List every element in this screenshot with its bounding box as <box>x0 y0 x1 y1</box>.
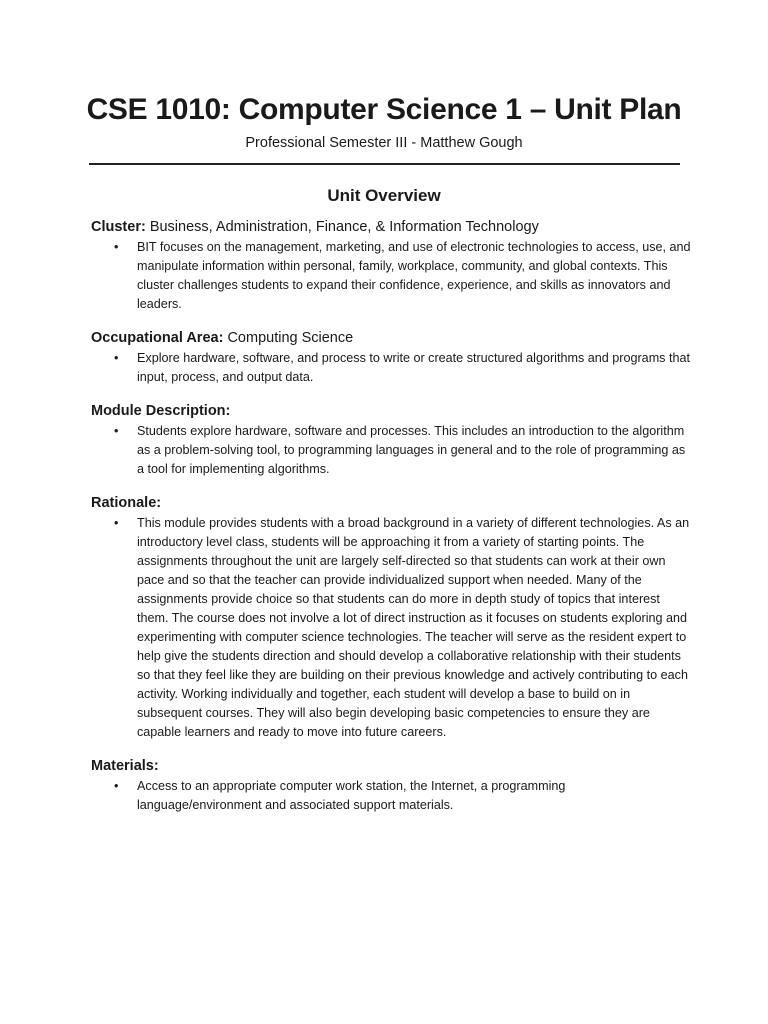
bullet-icon: • <box>114 779 119 793</box>
materials-bullet <box>91 777 691 815</box>
bullet-icon: • <box>114 424 119 438</box>
document-title: CSE 1010: Computer Science 1 – Unit Plan <box>86 93 682 126</box>
cluster-label: Cluster: <box>91 219 146 235</box>
document-subtitle: Professional Semester III - Matthew Gough <box>245 135 523 151</box>
module-description-bullet-text: Students explore hardware, software and processes. This includes an introduction to the algorithm as a problem-solving tool, to programming languages in general and to the role of programming as a tool for implementing algorithms. <box>137 424 686 476</box>
occupational-area-bullet-text: Explore hardware, software, and process to write or create structured algorithms and programs that input, process, and output data. <box>137 351 690 384</box>
cluster-bullet <box>91 238 691 314</box>
occupational-area-bullet <box>91 349 691 387</box>
bullet-icon: • <box>114 516 119 530</box>
occupational-area-label: Occupational Area: <box>91 330 224 346</box>
occupational-area-heading <box>91 328 691 348</box>
occupational-area-section <box>91 328 691 387</box>
module-description-section <box>91 401 691 479</box>
rationale-label: Rationale: <box>91 495 162 511</box>
module-description-label: Module Description: <box>91 403 231 419</box>
module-description-heading <box>91 401 691 421</box>
materials-bullet-text: Access to an appropriate computer work station, the Internet, a programming language/environment and associated support materials. <box>137 779 566 812</box>
rationale-heading <box>91 493 691 513</box>
cluster-value: Business, Administration, Finance, & Information Technology <box>145 219 539 235</box>
bullet-icon: • <box>114 240 119 254</box>
materials-section <box>91 756 691 815</box>
title-divider <box>89 163 680 165</box>
module-description-bullet <box>91 422 691 479</box>
materials-heading <box>91 756 691 776</box>
cluster-heading <box>91 217 691 237</box>
rationale-section <box>91 493 691 742</box>
bullet-icon: • <box>114 351 119 365</box>
occupational-area-value: Computing Science <box>223 330 354 346</box>
document-body <box>91 217 691 815</box>
rationale-bullet-text: This module provides students with a broad background in a variety of different technologies. As an introductory level class, students will be approaching it from a variety of starting points. The assignments throughout the unit are largely self-directed so that students can work at their own pace and so that the teacher can provide individualized support when needed. Many of the assignments provide choice so that students can do more in depth study of topics that interest them. The course does not involve a lot of direct instruction as it focuses on students exploring and experimenting with computer science technologies. The teacher will serve as the resident expert to help give the students direction and should develop a collaborative relationship with their students so that they feel like they are building on their previous knowledge and actively contributing to each activity. Working individually and together, each student will develop a base to build on in subsequent courses. They will also begin developing basic competencies to ensure they are capable learners and ready to move into future careers. <box>137 516 690 739</box>
materials-label: Materials: <box>91 758 159 774</box>
section-title: Unit Overview <box>327 186 441 205</box>
rationale-bullet <box>91 514 691 742</box>
cluster-section <box>91 217 691 314</box>
cluster-bullet-text: BIT focuses on the management, marketing, and use of electronic technologies to access, use, and manipulate information within personal, family, workplace, community, and global contexts. This cluster challenges students to expand their confidence, experience, and skills as innovators and leaders. <box>137 240 691 311</box>
